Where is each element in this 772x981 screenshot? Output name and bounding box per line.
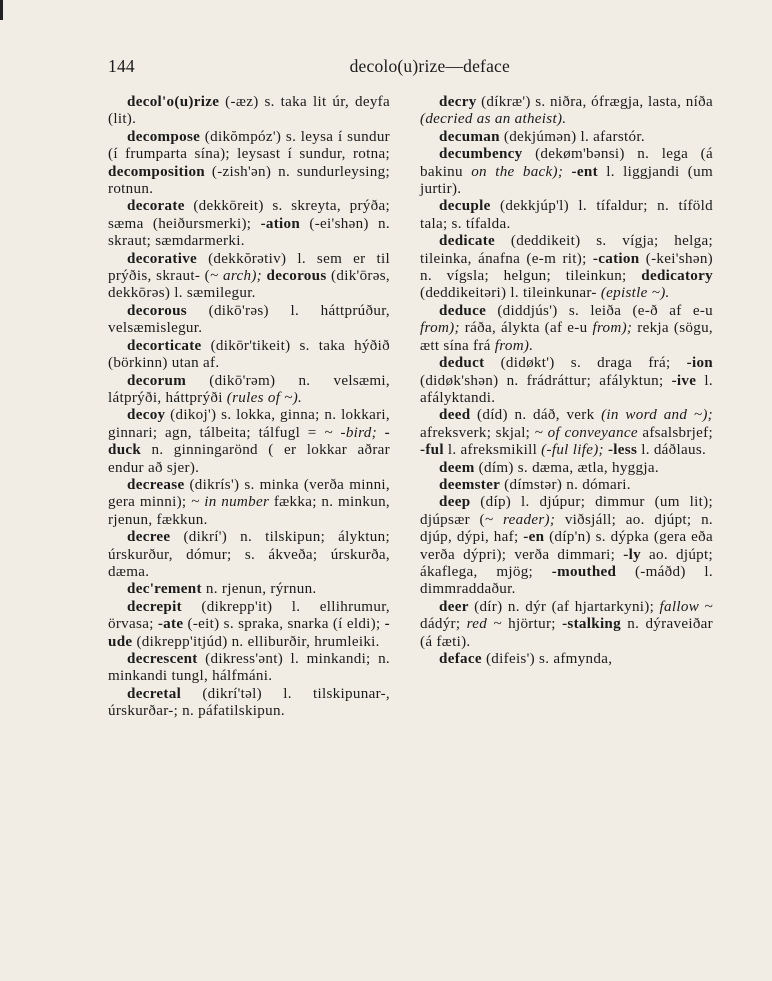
definition-text: (-máðd) l. dimmraddaður.	[420, 563, 713, 598]
dictionary-entry	[420, 129, 713, 146]
headword: decomposition	[108, 163, 205, 180]
dictionary-entry	[420, 494, 713, 598]
headword: -ate	[157, 616, 184, 633]
definition-text: (dír) n. dýr (af hjartarkyni);	[468, 598, 660, 615]
left-column	[108, 94, 390, 721]
dictionary-entry	[108, 129, 390, 199]
definition-text: (díkræ') s. niðra, ófrægja, lasta, níða	[476, 94, 713, 110]
definition-text: (-zish'ən) n. sundurleysing; rotnun.	[108, 163, 390, 198]
definition-text: l. afályktandi.	[420, 372, 713, 406]
italic-text: (-ful life);	[541, 442, 604, 459]
headword: decuple	[439, 198, 491, 215]
dictionary-entry	[108, 373, 390, 408]
headword: decrease	[127, 476, 185, 493]
dictionary-entry	[108, 686, 390, 721]
italic-text: ~ of conveyance	[534, 424, 638, 441]
definition-text: n. dýraveiðar (á fæti).	[420, 616, 713, 650]
definition-text: (dikrepp'it) l. ellihrumur, örvasa;	[108, 598, 390, 633]
definition-text	[377, 425, 385, 441]
headword: -cation	[592, 250, 640, 267]
dictionary-entry	[108, 251, 390, 303]
headword: decry	[439, 94, 477, 110]
dictionary-entry	[420, 94, 713, 129]
definition-text: (dikōr'tikeit) s. taka hýðið (börkinn) utan af.	[108, 337, 390, 372]
headword: decretal	[127, 685, 182, 702]
dictionary-entry	[420, 146, 713, 198]
italic-text: from);	[420, 320, 460, 337]
definition-text: rekja (sögu, ætt sína frá	[420, 320, 713, 354]
definition-text: (dím) s. dæma, ætla, hyggja.	[474, 459, 659, 476]
dictionary-entry	[420, 407, 713, 459]
headword: deer	[439, 598, 469, 615]
page-number: 144	[108, 56, 135, 76]
italic-text: ~ in number	[191, 494, 270, 511]
dictionary-entry	[420, 198, 713, 233]
definition-text: (-æz) s. taka lit úr, deyfa (lit).	[108, 94, 390, 128]
definition-text: viðsjáll; ao. djúpt; n. djúp, dýpi, haf;	[420, 511, 713, 546]
definition-text: fækka; n. minkun, rjenun, fækkun.	[108, 494, 390, 528]
dictionary-entry	[108, 477, 390, 529]
italic-text: (in word and ~);	[601, 407, 713, 424]
definition-text: (dikrí') n. tilskipun; ályktun; úrskurður, dómur; s. ákveða; úrskurða, dæma.	[108, 529, 390, 580]
headword: -ive	[671, 372, 697, 389]
definition-text: (diddjús') s. leiða (e-ð af e-u	[486, 302, 713, 319]
definition-text: (-ei'shən) n. skraut; sæmdarmerki.	[108, 215, 390, 250]
dictionary-entry	[420, 460, 713, 477]
definition-text: ráða, álykta (af e-u	[459, 320, 593, 337]
headword: -ly	[623, 546, 641, 563]
definition-text: (dekkōreit) s. skreyta, prýða; sæma (heiðursmerki);	[108, 198, 390, 232]
dictionary-entry	[420, 651, 713, 668]
definition-text: (dikress'ənt) l. minkandi; n. minkandi tungl, hálfmáni.	[108, 651, 390, 685]
dictionary-entry	[108, 338, 390, 373]
definition-text: n. rjenun, rýrnun.	[201, 581, 317, 598]
italic-text: fallow ~	[659, 598, 713, 615]
definition-text: (dekøm'bənsi) n. lega (á bakinu	[420, 146, 713, 180]
italic-text: red ~	[466, 616, 502, 633]
headword: decorative	[127, 250, 198, 267]
headword: -stalking	[562, 616, 621, 633]
dictionary-entry	[420, 233, 713, 303]
definition-text: (dikō'rəs) l. háttprúður, velsæmislegur.	[108, 302, 390, 337]
headword: dec'rement	[127, 581, 202, 598]
dictionary-entry	[108, 581, 390, 598]
headword: decol'o(u)rize	[127, 94, 220, 110]
italic-text: (decried as an atheist).	[420, 111, 567, 128]
definition-text: (dekkjúp'l) l. tífaldur; n. tíföld tala; s. tífalda.	[420, 198, 713, 232]
italic-text: (rules of ~).	[226, 389, 303, 406]
headword: decrescent	[127, 651, 198, 667]
headword: deem	[439, 459, 475, 476]
headword: -ful	[420, 442, 444, 459]
headword: -ent	[571, 163, 598, 180]
headword: decorous	[127, 302, 187, 319]
definition-text: (difeis') s. afmynda,	[481, 651, 613, 667]
italic-text: ~ -bird;	[324, 424, 377, 441]
headword: decrepit	[127, 598, 182, 615]
headword: -ion	[686, 355, 713, 372]
definition-text: (didøk'shən) n. frádráttur; afályktun;	[420, 372, 672, 389]
dictionary-entry	[108, 198, 390, 250]
italic-text: ~ reader);	[484, 511, 556, 528]
definition-text: (díd) n. dáð, verk	[470, 407, 602, 424]
definition-text: l. dáðlaus.	[637, 442, 707, 459]
definition-text: ao. djúpt; ákaflega, mjög;	[420, 546, 714, 580]
italic-text: from).	[494, 337, 534, 354]
definition-text: (dikō'rəm) n. velsæmi, látprýði, háttprýði	[108, 372, 390, 406]
right-column	[420, 94, 713, 668]
definition-text: afsalsbrjef;	[637, 424, 713, 441]
definition-text: (dekkŏrətiv) l. sem er til prýðis, skraut- (	[108, 250, 390, 285]
headword: decorate	[127, 198, 185, 215]
definition-text: (dikrepp'itjúd) n. elliburðir, hrumleiki.	[132, 633, 380, 650]
definition-text: (dik'ōrəs, dekkōrəs) l. sæmilegur.	[108, 268, 391, 302]
headword: deduce	[439, 302, 487, 319]
headword: deep	[439, 494, 471, 511]
headword: -less	[607, 442, 638, 459]
dictionary-entry	[420, 303, 713, 355]
headword: dedicate	[439, 233, 496, 250]
headword: decorum	[127, 372, 187, 389]
headword: -ation	[260, 215, 301, 232]
definition-text: (dikoj') s. lokka, ginna; n. lokkari, ginnari; agn, tálbeita; tálfugl =	[108, 407, 390, 441]
headword: decorticate	[127, 337, 202, 354]
headword: dedicatory	[641, 268, 713, 285]
dictionary-entry	[108, 407, 390, 477]
headword: deed	[439, 407, 471, 424]
headword: decumbency	[439, 146, 523, 163]
headword: decorous	[266, 268, 327, 285]
dictionary-entry	[108, 529, 390, 581]
definition-text: (dímstər) n. dómari.	[500, 476, 631, 493]
definition-text: (deddikeitəri) l. tileinkunar-	[420, 285, 601, 302]
headword: -ude	[108, 616, 390, 650]
headword: decoy	[127, 407, 166, 424]
dictionary-entry	[108, 599, 390, 651]
headword: -en	[523, 529, 545, 546]
headword: decompose	[127, 128, 201, 145]
definition-text: l. liggjandi (um jurtir).	[420, 163, 713, 198]
headword: deemster	[439, 476, 501, 493]
headword: deface	[439, 651, 482, 667]
definition-text: n. ginningarönd ( er lokkar aðrar endur að sjer).	[108, 442, 390, 476]
definition-text: (dikrí'təl) l. tilskipunar-, úrskurðar-; n. páfatilskipun.	[108, 685, 390, 720]
italic-text: ~ arch);	[210, 268, 262, 285]
italic-text: (epistle ~).	[600, 285, 670, 302]
definition-text: (dikrís') s. minka (verða minni, gera minni);	[108, 476, 390, 511]
definition-text: l. afreksmikill	[443, 442, 542, 459]
dictionary-entry	[108, 303, 390, 338]
definition-text: (díp'n) s. dýpka (gera eða verða dýpri); verða dimmari;	[420, 529, 713, 563]
page-edge-mark	[0, 0, 3, 20]
definition-text: (-kei'shən) n. vígsla; helgun; tileinkun;	[420, 250, 713, 285]
dictionary-entry	[420, 477, 713, 494]
definition-text: dádýr;	[420, 616, 467, 633]
italic-text: from);	[592, 320, 633, 337]
headword: -duck	[108, 424, 390, 459]
dictionary-entry	[108, 651, 390, 686]
headword: decree	[127, 529, 171, 546]
dictionary-entry	[420, 355, 713, 407]
definition-text: hjörtur;	[501, 616, 563, 633]
dictionary-entry	[420, 599, 713, 651]
italic-text: on the back);	[471, 163, 564, 180]
definition-text: (didøkt') s. draga frá;	[484, 355, 687, 372]
definition-text: (-eit) s. spraka, snarka (í eldi);	[183, 616, 385, 633]
running-head: decolo(u)rize—deface	[349, 56, 510, 76]
definition-text: afreksverk; skjal;	[420, 424, 535, 441]
definition-text: (dekjúmən) l. afarstór.	[499, 128, 645, 145]
definition-text	[563, 164, 571, 180]
definition-text: (dikŏmpóz') s. leysa í sundur (í frumparta sína); leysast í sundur, rotna;	[108, 128, 390, 163]
dictionary-entry	[108, 94, 390, 129]
page-header	[108, 56, 510, 80]
headword: -mouthed	[551, 563, 617, 580]
headword: decuman	[439, 128, 500, 145]
definition-text: (díp) l. djúpur; dimmur (um lit); djúpsær (	[420, 494, 713, 528]
headword: deduct	[439, 355, 485, 372]
definition-text: (deddikeit) s. vígja; helga; tileinka, ánafna (e-m rit);	[420, 233, 713, 267]
